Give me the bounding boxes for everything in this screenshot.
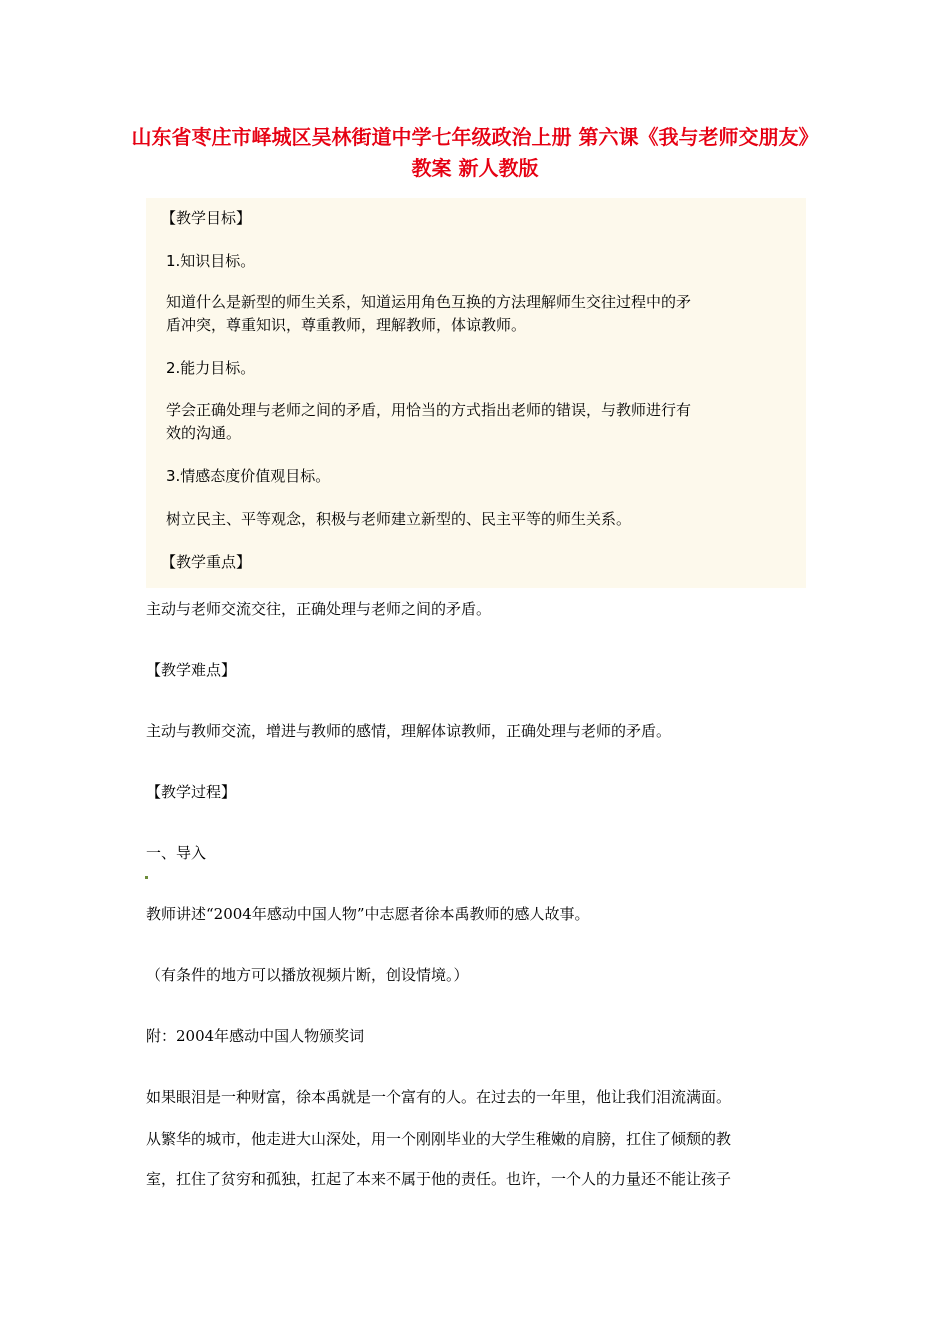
knowledge-goal-label: 1.知识目标。 [166,252,256,270]
difficulty-heading: 【教学难点】 [146,661,237,679]
ability-goal-label: 2.能力目标。 [166,359,256,377]
section-intro-heading: 一、导入 [146,844,207,862]
knowledge-goal-text-line-2: 盾冲突，尊重知识，尊重教师，理解教师，体谅教师。 [166,316,527,334]
ability-goal-text-line-2: 效的沟通。 [166,424,242,442]
award-paragraph-line-2: 从繁华的城市，他走进大山深处，用一个刚刚毕业的大学生稚嫩的肩膀，扛住了倾颓的教 [146,1130,732,1148]
emotion-goal-label: 3.情感态度价值观目标。 [166,467,331,485]
difficulty-text: 主动与教师交流，增进与教师的感情，理解体谅教师，正确处理与老师的矛盾。 [146,722,672,740]
ability-goal-text-line-1: 学会正确处理与老师之间的矛盾，用恰当的方式指出老师的错误，与教师进行有 [166,401,692,419]
award-paragraph-line-3: 室，扛住了贫穷和孤独，扛起了本来不属于他的责任。也许，一个人的力量还不能让孩子 [146,1170,732,1188]
process-heading: 【教学过程】 [146,783,237,801]
key-point-text: 主动与老师交流交往，正确处理与老师之间的矛盾。 [146,600,492,618]
appendix-heading: 附：2004年感动中国人物颁奖词 [146,1027,365,1045]
video-note: （有条件的地方可以播放视频片断，创设情境。） [146,966,469,984]
key-point-heading: 【教学重点】 [161,553,252,571]
document-title: 山东省枣庄市峄城区吴林街道中学七年级政治上册 第六课《我与老师交朋友》教案 新人教版 [131,125,819,180]
teaching-goals-box [146,198,806,588]
story-text: 教师讲述“2004年感动中国人物”中志愿者徐本禹教师的感人故事。 [146,905,590,923]
knowledge-goal-text-line-1: 知道什么是新型的师生关系，知道运用角色互换的方法理解师生交往过程中的矛 [166,293,692,311]
award-paragraph-line-1: 如果眼泪是一种财富，徐本禹就是一个富有的人。在过去的一年里，他让我们泪流满面。 [146,1088,732,1106]
emotion-goal-text: 树立民主、平等观念，积极与老师建立新型的、民主平等的师生关系。 [166,510,632,528]
decorative-dot [145,876,148,879]
goals-heading: 【教学目标】 [161,209,252,227]
